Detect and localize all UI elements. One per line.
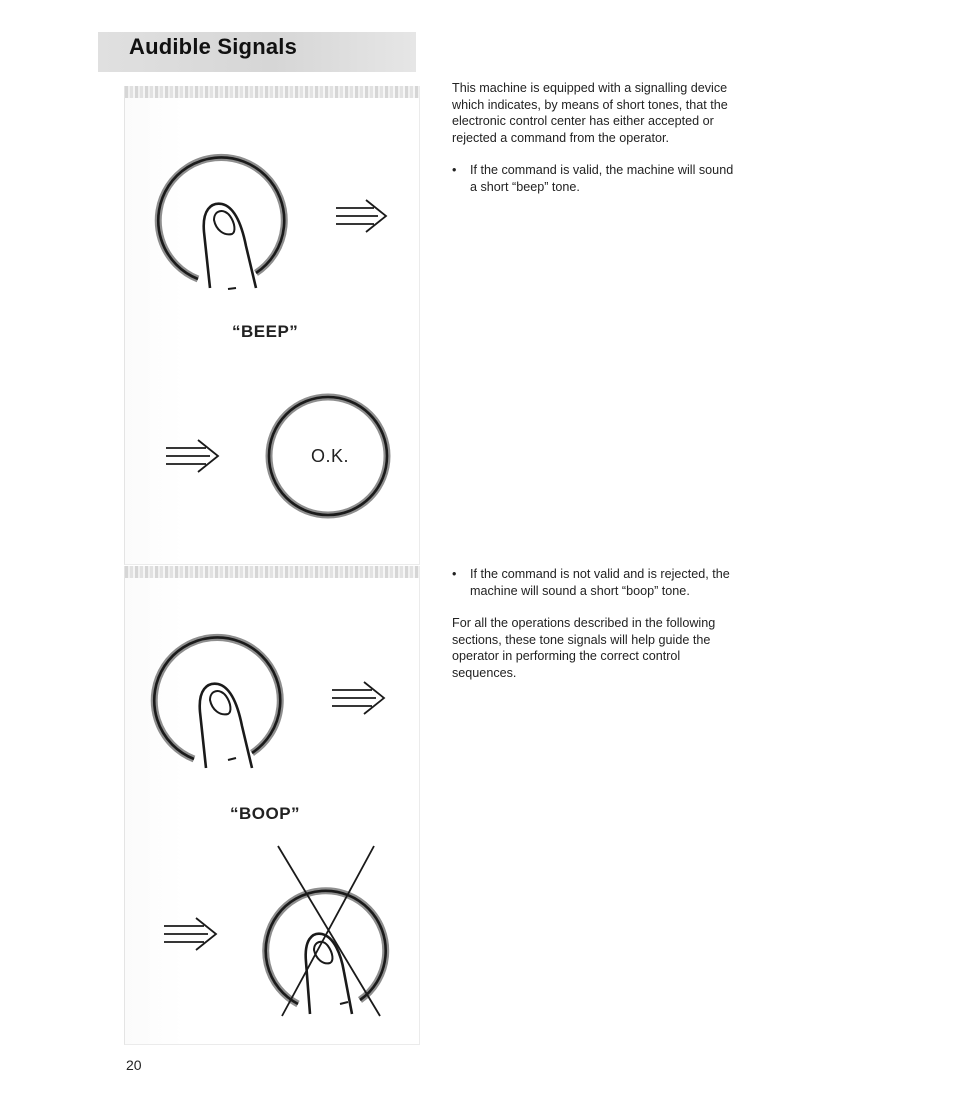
text-column-lower: [452, 566, 742, 681]
arrow-right-icon: [334, 198, 390, 234]
arrow-right-icon: [162, 916, 220, 952]
bullet-item-valid: [452, 162, 742, 195]
finger-press-button-icon: [150, 150, 300, 300]
bullet-dot: •: [452, 567, 457, 581]
bullet-item-invalid: [452, 566, 742, 599]
bullet-text: If the command is not valid and is rejected, the machine will sound a short “boop” tone.: [470, 567, 730, 598]
closing-paragraph: For all the operations described in the following sections, these tone signals will help guide the operator in performing the correct control sequences.: [452, 616, 716, 680]
intro-paragraph: This machine is equipped with a signalling device which indicates, by means of short tones, that the electronic control center has either accepted or rejected a command from the operator.: [452, 81, 728, 145]
ok-label: O.K.: [311, 446, 350, 466]
rejected-press-icon: [256, 842, 396, 1020]
page-title: Audible Signals: [129, 34, 298, 59]
boop-label: “BOOP”: [230, 804, 301, 823]
beep-label: “BEEP”: [232, 322, 299, 341]
bullet-dot: •: [452, 163, 457, 177]
bullet-text: If the command is valid, the machine will sound a short “beep” tone.: [470, 163, 734, 194]
text-column: [452, 80, 742, 195]
arrow-right-icon: [164, 438, 222, 474]
page-number: 20: [126, 1057, 142, 1073]
finger-press-button-icon: [146, 630, 296, 780]
arrow-right-icon: [330, 680, 388, 716]
